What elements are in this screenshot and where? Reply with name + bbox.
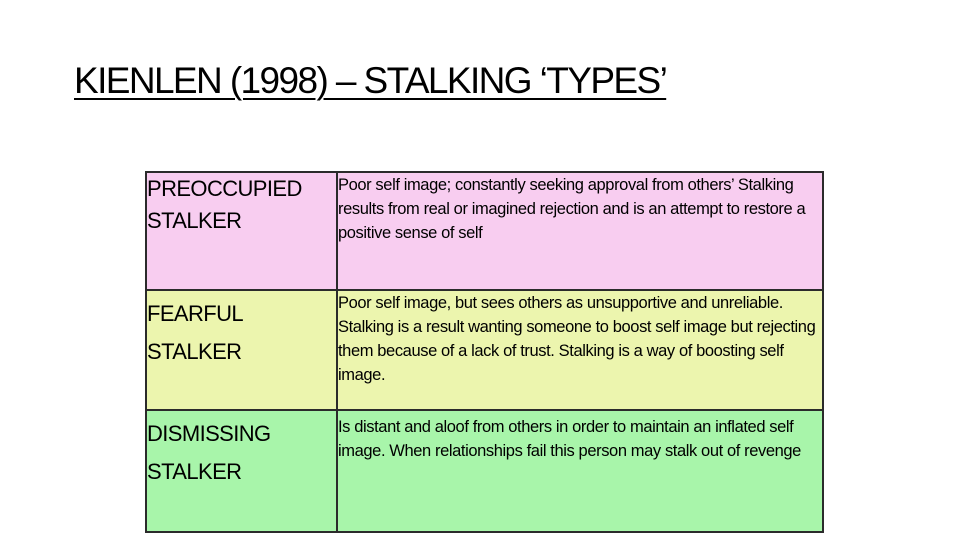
type-cell-dismissing: DISMISSING STALKER <box>146 410 337 532</box>
table-row-preoccupied <box>146 172 823 290</box>
type-cell-preoccupied: PREOCCUPIED STALKER <box>146 172 337 290</box>
table-row-fearful <box>146 290 823 410</box>
table-row-dismissing <box>146 410 823 532</box>
description-cell-preoccupied: Poor self image; constantly seeking approval from others’ Stalking results from real or imagined rejection and is an attempt to restore a positive sense of self <box>337 172 823 290</box>
type-cell-fearful: FEARFUL STALKER <box>146 290 337 410</box>
stalking-types-table <box>145 171 824 533</box>
slide-title: KIENLEN (1998) – STALKING ‘TYPES’ <box>74 60 667 101</box>
description-cell-dismissing: Is distant and aloof from others in order to maintain an inflated self image. When relationships fail this person may stalk out of revenge <box>337 410 823 532</box>
description-cell-fearful: Poor self image, but sees others as unsupportive and unreliable. Stalking is a result wanting someone to boost self image but rejecting them because of a lack of trust. Stalking is a way of boosting self image. <box>337 290 823 410</box>
